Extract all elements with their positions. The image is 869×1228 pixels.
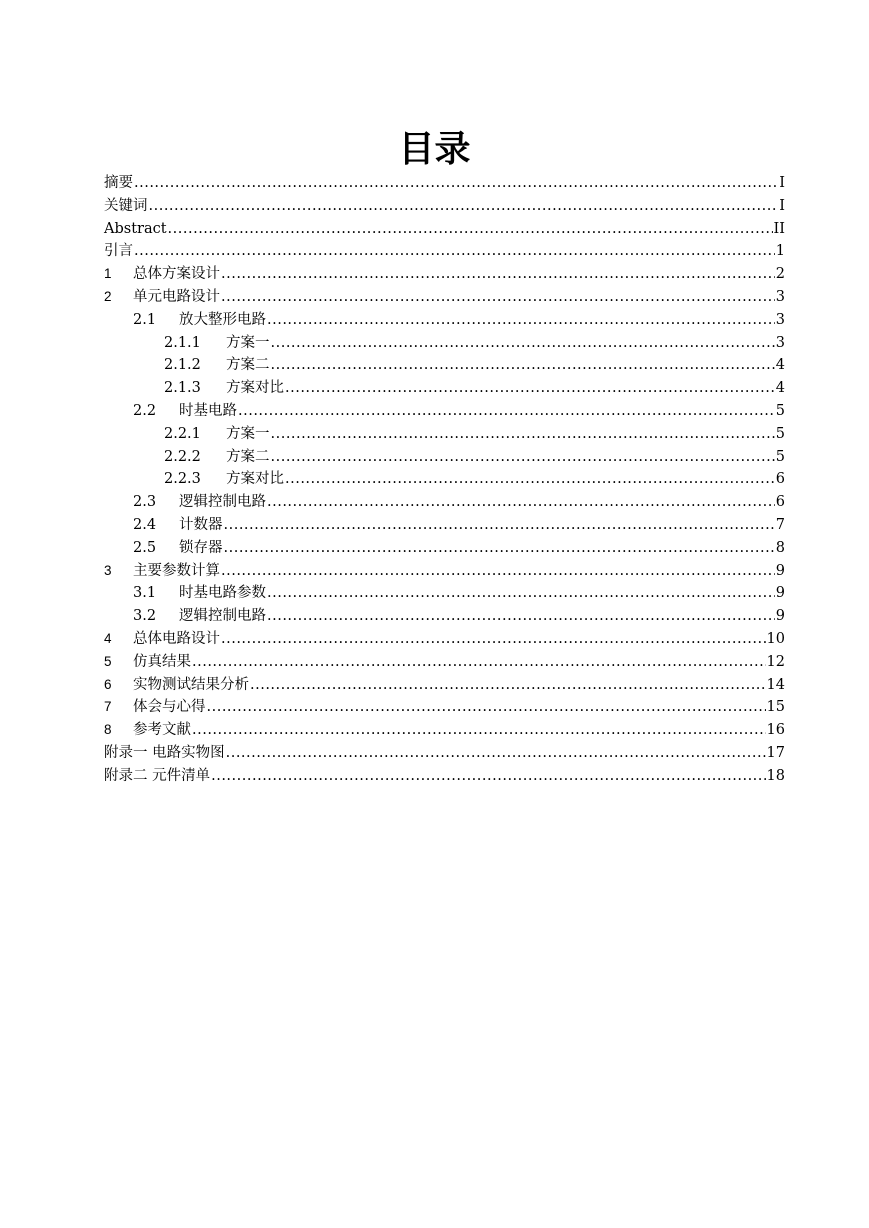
toc-entry-number: 2.1 [133, 311, 157, 328]
table-of-contents [104, 172, 785, 788]
toc-entry-label: 附录二 元件清单 [104, 767, 211, 784]
toc-entry-label: 放大整形电路 [179, 311, 266, 328]
toc-entry[interactable] [104, 696, 785, 719]
toc-dot-leader [192, 651, 766, 674]
toc-entry[interactable] [104, 468, 785, 491]
toc-dot-leader [221, 628, 766, 651]
toc-dot-leader [168, 218, 773, 241]
toc-entry-page: 5 [775, 425, 785, 442]
toc-dot-leader [267, 309, 775, 332]
toc-entry[interactable] [104, 195, 785, 218]
toc-entry[interactable] [104, 765, 785, 788]
toc-entry-label: 总体方案设计 [133, 266, 220, 283]
toc-entry-page: 1 [775, 243, 785, 260]
toc-entry-page: 5 [775, 402, 785, 419]
toc-entry-number: 2.4 [133, 516, 157, 533]
toc-entry[interactable] [104, 400, 785, 423]
toc-entry[interactable] [104, 742, 785, 765]
toc-entry[interactable] [104, 537, 785, 560]
toc-entry[interactable] [104, 377, 785, 400]
toc-entry-page: 4 [775, 380, 785, 397]
toc-entry-label: 方案对比 [226, 380, 284, 397]
toc-entry-label: 参考文献 [133, 722, 191, 739]
toc-dot-leader [134, 240, 775, 263]
toc-dot-leader [267, 491, 775, 514]
toc-entry-number: 3.1 [133, 585, 157, 602]
toc-entry-number: 5 [104, 653, 112, 669]
toc-entry-number: 6 [104, 676, 112, 692]
toc-entry-label: Abstract [104, 220, 167, 237]
toc-entry-page: I [779, 175, 785, 191]
toc-entry-page: 7 [775, 516, 785, 533]
toc-dot-leader [267, 582, 775, 605]
toc-entry-label: 逻辑控制电路 [179, 608, 266, 625]
toc-entry-page: 18 [766, 767, 785, 784]
toc-entry-label: 时基电路参数 [179, 585, 266, 602]
toc-dot-leader [192, 719, 766, 742]
toc-entry[interactable] [104, 309, 785, 332]
toc-dot-leader [221, 560, 775, 583]
toc-entry-label: 方案对比 [226, 471, 284, 488]
toc-dot-leader [271, 354, 775, 377]
toc-entry-number: 3 [104, 562, 112, 578]
toc-entry[interactable] [104, 514, 785, 537]
toc-dot-leader [271, 332, 775, 355]
toc-entry-number: 2.1.1 [164, 334, 201, 351]
toc-entry-number: 2.2 [133, 402, 157, 419]
toc-dot-leader [224, 514, 775, 537]
toc-entry-page: 16 [766, 722, 785, 739]
toc-entry-label: 实物测试结果分析 [133, 676, 249, 693]
toc-entry-number: 2.5 [133, 539, 157, 556]
toc-entry[interactable] [104, 172, 785, 195]
toc-entry-label: 引言 [104, 243, 133, 260]
toc-entry[interactable] [104, 628, 785, 651]
toc-entry-label: 体会与心得 [133, 699, 206, 716]
toc-entry-label: 锁存器 [179, 539, 223, 556]
toc-entry-number: 2.1.3 [164, 380, 201, 397]
toc-entry-page: 3 [775, 334, 785, 351]
toc-dot-leader [149, 195, 779, 218]
toc-entry-number: 2 [104, 288, 112, 304]
toc-entry-label: 主要参数计算 [133, 562, 220, 579]
toc-dot-leader [221, 286, 775, 309]
toc-entry-number: 3.2 [133, 608, 157, 625]
toc-entry-number: 1 [104, 266, 112, 282]
toc-entry-label: 方案一 [226, 334, 270, 351]
toc-entry-page: 5 [775, 448, 785, 465]
toc-entry-label: 关键词 [104, 197, 148, 214]
toc-dot-leader [207, 696, 766, 719]
toc-dot-leader [271, 423, 775, 446]
toc-entry[interactable] [104, 605, 785, 628]
toc-entry-page: 2 [775, 266, 785, 283]
toc-entry-number: 2.3 [133, 494, 157, 511]
toc-entry[interactable] [104, 651, 785, 674]
toc-entry-page: 3 [775, 288, 785, 305]
toc-dot-leader [238, 400, 775, 423]
toc-dot-leader [250, 674, 766, 697]
toc-entry-number: 2.2.3 [164, 471, 201, 488]
toc-entry[interactable] [104, 719, 785, 742]
toc-entry[interactable] [104, 582, 785, 605]
toc-entry-label: 方案一 [226, 425, 270, 442]
toc-entry[interactable] [104, 332, 785, 355]
toc-entry-page: 10 [766, 630, 785, 647]
toc-entry-page: II [773, 220, 785, 237]
toc-entry-number: 2.2.2 [164, 448, 201, 465]
toc-dot-leader [224, 537, 775, 560]
toc-entry-page: 9 [775, 562, 785, 579]
toc-entry[interactable] [104, 286, 785, 309]
toc-entry[interactable] [104, 218, 785, 241]
toc-dot-leader [271, 446, 775, 469]
toc-entry-label: 单元电路设计 [133, 288, 220, 305]
toc-entry-label: 方案二 [226, 357, 270, 374]
toc-dot-leader [285, 468, 775, 491]
toc-entry-page: 6 [775, 494, 785, 511]
toc-entry-number: 4 [104, 630, 112, 646]
toc-entry-label: 方案二 [226, 448, 270, 465]
toc-entry-label: 逻辑控制电路 [179, 494, 266, 511]
toc-entry-number: 8 [104, 722, 112, 738]
toc-entry-page: 4 [775, 357, 785, 374]
toc-entry[interactable] [104, 446, 785, 469]
toc-dot-leader [221, 263, 775, 286]
toc-entry-page: I [779, 197, 785, 214]
toc-entry-page: 9 [775, 585, 785, 602]
toc-entry[interactable] [104, 423, 785, 446]
toc-entry-page: 14 [766, 676, 785, 693]
toc-entry-label: 总体电路设计 [133, 630, 220, 647]
toc-entry-page: 15 [766, 699, 785, 716]
toc-entry[interactable] [104, 674, 785, 697]
toc-dot-leader [211, 765, 765, 788]
toc-entry-page: 6 [775, 471, 785, 488]
page-title: 目录 [398, 129, 471, 170]
toc-entry-label: 附录一 电路实物图 [104, 744, 225, 761]
toc-entry-label: 计数器 [179, 516, 223, 533]
toc-entry-number: 2.2.1 [164, 425, 201, 442]
toc-entry-number: 7 [104, 699, 112, 715]
toc-entry-label: 仿真结果 [133, 653, 191, 670]
toc-entry[interactable] [104, 354, 785, 377]
toc-entry-page: 9 [775, 608, 785, 625]
toc-entry-label: 时基电路 [179, 402, 237, 419]
toc-entry-label: 摘要 [104, 175, 133, 191]
toc-entry-page: 12 [766, 653, 785, 670]
toc-dot-leader [285, 377, 775, 400]
toc-entry-number: 2.1.2 [164, 357, 201, 374]
toc-entry-page: 17 [766, 744, 785, 761]
toc-entry[interactable] [104, 263, 785, 286]
toc-entry-page: 8 [775, 539, 785, 556]
toc-dot-leader [226, 742, 766, 765]
toc-dot-leader [267, 605, 775, 628]
toc-entry[interactable] [104, 560, 785, 583]
toc-entry[interactable] [104, 491, 785, 514]
toc-dot-leader [134, 172, 778, 195]
toc-entry[interactable] [104, 240, 785, 263]
toc-entry-page: 3 [775, 311, 785, 328]
